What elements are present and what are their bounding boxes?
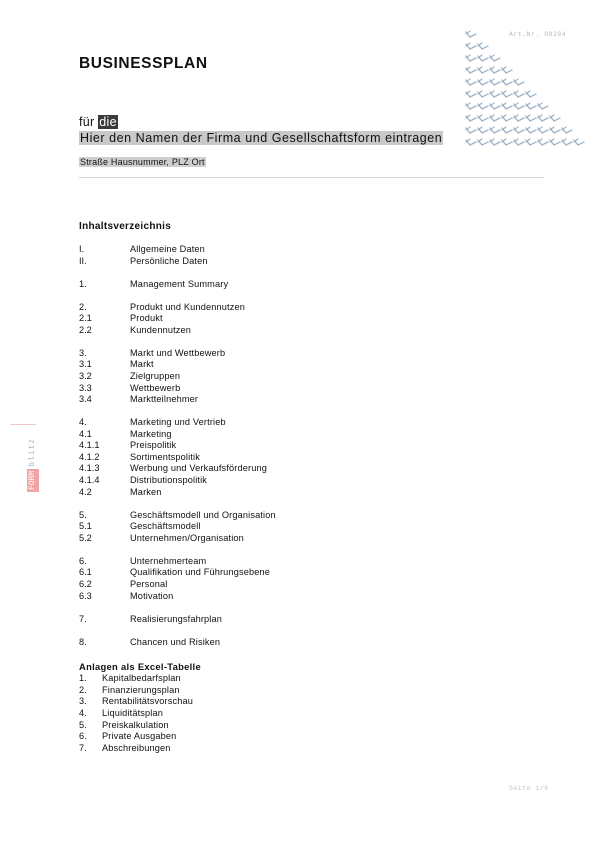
toc-item-label: Realisierungsfahrplan [130,613,223,624]
address-field[interactable]: Straße Hausnummer, PLZ Ort [80,157,205,167]
toc-item-label: Kundennutzen [130,324,192,335]
annex-item-label: Preiskalkulation [102,719,169,730]
toc-item-label: Motivation [130,590,174,601]
toc-item-label: Marken [130,486,162,497]
toc-item-label: Werbung und Verkaufsförderung [130,463,267,474]
toc-item-number: 2. [79,301,87,312]
annex-item-number: 5. [79,719,87,730]
toc-item-number: 3.2 [79,370,92,381]
toc-item-label: Geschäftsmodell und Organisation [130,509,276,520]
toc-item-number: 4.1.3 [79,463,100,474]
logo-form-text: FORM [28,470,37,490]
annex-item-label: Kapitalbedarfsplan [102,673,181,683]
toc-item-label: Markt [130,359,154,370]
toc-item-number: 7. [79,613,87,624]
annex-item-number: 2. [79,684,87,695]
toc-item-label: Persönliche Daten [130,255,208,266]
toc-item-number: 3.3 [79,382,92,393]
logo-blitz-text: blitz [28,437,37,467]
toc-item-label: Management Summary [130,278,229,289]
toc-item-number: 5.2 [79,532,92,543]
toc-item-number: 3. [79,347,87,358]
annex-item-label: Private Ausgaben [102,731,177,742]
annex-item-number: 3. [79,696,87,707]
toc-item-number: 4. [79,417,87,428]
toc-item-number: 6. [79,555,87,566]
toc-item-label: Zielgruppen [130,370,181,381]
toc-item-number: 4.1.1 [79,440,100,451]
toc-item-number: 4.1 [79,428,92,439]
toc-heading: Inhaltsverzeichnis [79,221,172,232]
annex-item-number: 7. [79,743,87,754]
toc-item-number: 2.1 [79,313,92,324]
toc-item-label: Chancen und Risiken [130,636,221,647]
toc-item-number: 1. [79,278,87,289]
toc-item-label: Produkt und Kundennutzen [130,301,245,312]
toc-item-number: 3.1 [79,359,92,370]
formblitz-logo [27,420,39,492]
annex-heading: Anlagen als Excel-Tabelle [79,661,201,672]
annex-item-number: 6. [79,731,87,742]
toc-item-number: 8. [79,636,87,647]
toc-item-label: Distributionspolitik [130,475,208,486]
divider [79,177,544,178]
toc-item-number: 6.2 [79,579,92,589]
toc-item-label: Produkt [130,313,163,324]
toc-item-number: II. [79,255,87,266]
document-title: BUSINESSPLAN [79,55,208,72]
toc-item-label: Marktteilnehmer [130,394,199,405]
toc-item-label: Markt und Wettbewerb [130,347,226,358]
toc-item-label: Geschäftsmodell [130,521,201,532]
annex-item-label: Liquiditätsplan [102,708,163,719]
toc-item-number: 4.2 [79,486,92,497]
page-number: Seite 1/8 [509,785,549,792]
toc-item-label: Marketing [130,428,172,439]
toc-item-number: 6.3 [79,590,92,601]
annex-item-label: Rentabilitätsvorschau [102,696,193,707]
toc-item-label: Personal [130,579,168,589]
toc-item-label: Wettbewerb [130,382,181,393]
toc-item-number: 2.2 [79,324,92,335]
toc-item-number: 4.1.4 [79,475,100,486]
toc-item-label: Allgemeine Daten [130,244,205,254]
toc-item-label: Sortimentspolitik [130,451,200,462]
company-name-field[interactable]: Hier den Namen der Firma und Gesellschaftsform eintragen [80,131,443,145]
for-highlight-field[interactable]: die [99,115,117,129]
toc-item-label: Unternehmerteam [130,555,207,566]
toc-item-number: 4.1.2 [79,451,100,462]
toc-item-number: 3.4 [79,394,92,405]
annex-item-number: 4. [79,708,87,719]
toc-item-number: 6.1 [79,567,92,578]
annex-item-label: Finanzierungsplan [102,684,180,695]
toc-item-label: Qualifikation und Führungsebene [130,567,271,578]
toc-item-label: Unternehmen/Organisation [130,532,244,543]
toc-item-label: Marketing und Vertrieb [130,417,226,428]
toc-item-number: 5.1 [79,521,92,532]
annex-item-label: Abschreibungen [102,743,171,754]
for-line [79,115,118,129]
toc-item-number: I. [79,244,85,254]
decorative-pattern-icon [460,26,585,151]
toc-item-number: 5. [79,509,87,520]
toc-item-label: Preispolitik [130,440,177,451]
annex-item-number: 1. [79,673,87,683]
for-prefix: für [79,115,99,129]
article-number: Art.Nr. 08284 [509,31,567,38]
